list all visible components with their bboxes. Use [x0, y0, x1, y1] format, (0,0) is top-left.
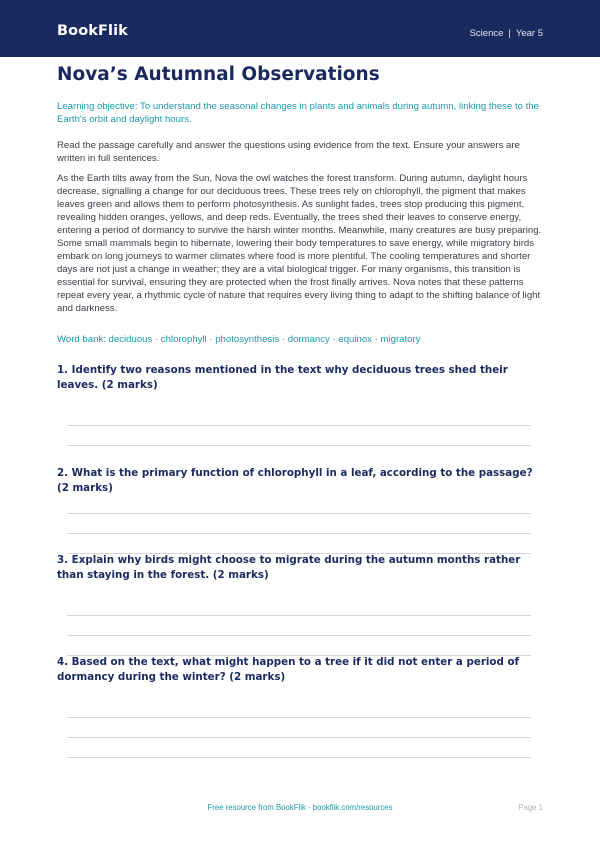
page-number: Page 1: [518, 803, 543, 812]
answer-line[interactable]: [67, 533, 531, 534]
page-title: Nova’s Autumnal Observations: [57, 64, 380, 85]
meta-divider: |: [508, 28, 511, 39]
page-header: [0, 0, 600, 57]
answer-line[interactable]: [67, 757, 531, 758]
answer-line[interactable]: [67, 425, 531, 426]
answer-line[interactable]: [67, 615, 531, 616]
question-4: 4. Based on the text, what might happen to a tree if it did not enter a period of dormancy during the winter? (2 marks): [57, 656, 520, 683]
learning-objective: Learning objective: To understand the seasonal changes in plants and animals during autumn, linking these to the Earth's orbit and daylight hours.: [57, 101, 539, 125]
year-label: Year 5: [515, 28, 543, 39]
subject-label: Science: [469, 28, 504, 39]
answer-line[interactable]: [67, 737, 531, 738]
answer-line[interactable]: [67, 635, 531, 636]
word-bank: Word bank: deciduous · chlorophyll · photosynthesis · dormancy · equinox · migratory: [57, 334, 421, 345]
question-3: 3. Explain why birds might choose to migrate during the autumn months rather than staying in the forest. (2 marks): [57, 554, 521, 581]
footer-credit: Free resource from BookFlik · bookflik.com/resources: [207, 803, 393, 812]
answer-line[interactable]: [67, 513, 531, 514]
brand-logo: BookFlik: [57, 23, 128, 39]
answer-line[interactable]: [67, 445, 531, 446]
question-1: 1. Identify two reasons mentioned in the text why deciduous trees shed their leaves. (2 marks): [57, 364, 508, 391]
instructions: Read the passage carefully and answer the questions using evidence from the text. Ensure your answers are written in full sentences.: [57, 140, 520, 164]
question-2: 2. What is the primary function of chlorophyll in a leaf, according to the passage? (2 marks): [57, 467, 533, 494]
answer-line[interactable]: [67, 717, 531, 718]
subject-year-label: [470, 28, 543, 39]
reading-passage: As the Earth tilts away from the Sun, Nova the owl watches the forest transform. During autumn, daylight hours decrease, signalling a change for our deciduous trees. These trees rely on chlorophyll, the pigment that makes leaves green and allows them to perform photosynthesis. As sunlight fades, trees stop producing this pigment, revealing hidden oranges, yellows, and deep reds. Eventually, the trees shed their leaves to conserve energy, entering a period of dormancy to survive the harsh winter months. Meanwhile, many creatures are busy preparing. Some small mammals begin to hibernate, lowering their body temperatures to save energy, while migratory birds embark on long journeys to warmer climates where food is more plentiful. The cooling temperatures and shorter days are not just a change in weather; they are a vital biological trigger. For many organisms, this transition is essential for survival, ensuring they are protected when the frost finally arrives. Nova notes that these patterns repeat every year, a rhythmic cycle of nature that requires every living thing to adapt to the shifting balance of light and darkness.: [57, 173, 542, 314]
